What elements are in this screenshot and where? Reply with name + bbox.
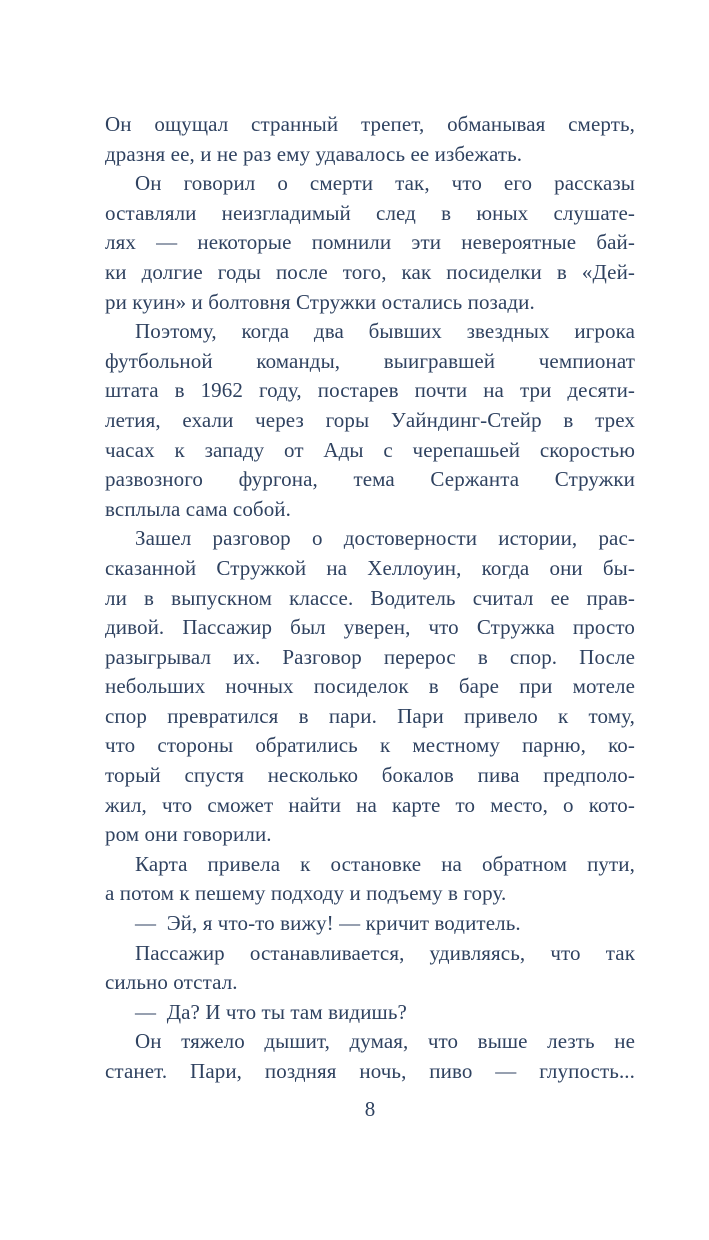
text-line: часах к западу от Ады с черепашьей скоростью xyxy=(105,437,635,462)
text-line: футбольной команды, выигравшей чемпионат xyxy=(105,348,635,373)
text-line: станет. Пари, поздняя ночь, пиво — глупость... xyxy=(105,1059,635,1083)
text-line: летия, ехали через горы Уайндинг-Стейр в трех xyxy=(105,407,635,432)
text-line: всплыла сама собой. xyxy=(105,496,291,521)
text-line: лях — некоторые помнили эти невероятные бай- xyxy=(105,230,635,255)
text-line: развозного фургона, тема Сержанта Стружки xyxy=(105,467,635,492)
text-line: сильно отстал. xyxy=(105,970,238,995)
text-line: — Да? И что ты там видишь? xyxy=(135,999,407,1024)
paragraph xyxy=(105,850,635,909)
text-line: а потом к пешему подходу и подъему в гору. xyxy=(105,881,507,906)
text-line: оставляли неизгладимый след в юных слушате- xyxy=(105,200,635,225)
text-line: спор превратился в пари. Пари привело к тому, xyxy=(105,703,635,728)
paragraph xyxy=(105,317,635,524)
paragraph xyxy=(105,1027,635,1086)
paragraph xyxy=(105,524,635,850)
paragraph xyxy=(105,939,635,998)
paragraph xyxy=(105,909,635,939)
text-line: — Эй, я что-то вижу! — кричит водитель. xyxy=(135,911,521,936)
text-line: ром они говорили. xyxy=(105,822,272,847)
text-line: Зашел разговор о достоверности истории, рас- xyxy=(135,526,635,551)
text-line: штата в 1962 году, постарев почти на три десяти- xyxy=(105,378,635,403)
text-line: Он тяжело дышит, думая, что выше лезть не xyxy=(135,1029,635,1054)
text-line: дивой. Пассажир был уверен, что Стружка просто xyxy=(105,615,635,640)
text-line: что стороны обратились к местному парню, ко- xyxy=(105,733,635,758)
text-line: небольших ночных посиделок в баре при мотеле xyxy=(105,674,635,699)
text-line: ли в выпускном классе. Водитель считал ее прав- xyxy=(105,585,635,610)
paragraph xyxy=(105,998,635,1028)
text-line: Карта привела к остановке на обратном пути, xyxy=(135,851,635,876)
paragraph xyxy=(105,110,635,169)
text-line: Он говорил о смерти так, что его рассказы xyxy=(135,171,635,196)
text-line: жил, что сможет найти на карте то место, о кото- xyxy=(105,792,635,817)
text-block xyxy=(105,110,635,1087)
text-line: торый спустя несколько бокалов пива предполо- xyxy=(105,763,635,788)
text-line: сказанной Стружкой на Хеллоуин, когда они бы- xyxy=(105,555,635,580)
text-line: Он ощущал странный трепет, обманывая смерть, xyxy=(105,112,635,136)
text-line: Пассажир останавливается, удивляясь, что так xyxy=(135,940,635,965)
page-number: 8 xyxy=(364,1097,376,1121)
text-line: ри куин» и болтовня Стружки остались позади. xyxy=(105,289,535,314)
paragraph xyxy=(105,169,635,317)
text-line: Поэтому, когда два бывших звездных игрока xyxy=(135,319,635,344)
text-line: дразня ее, и не раз ему удавалось ее избежать. xyxy=(105,141,523,166)
text-line: ки долгие годы после того, как посиделки в «Дей- xyxy=(105,259,635,284)
text-line: разыгрывал их. Разговор перерос в спор. После xyxy=(105,644,635,669)
